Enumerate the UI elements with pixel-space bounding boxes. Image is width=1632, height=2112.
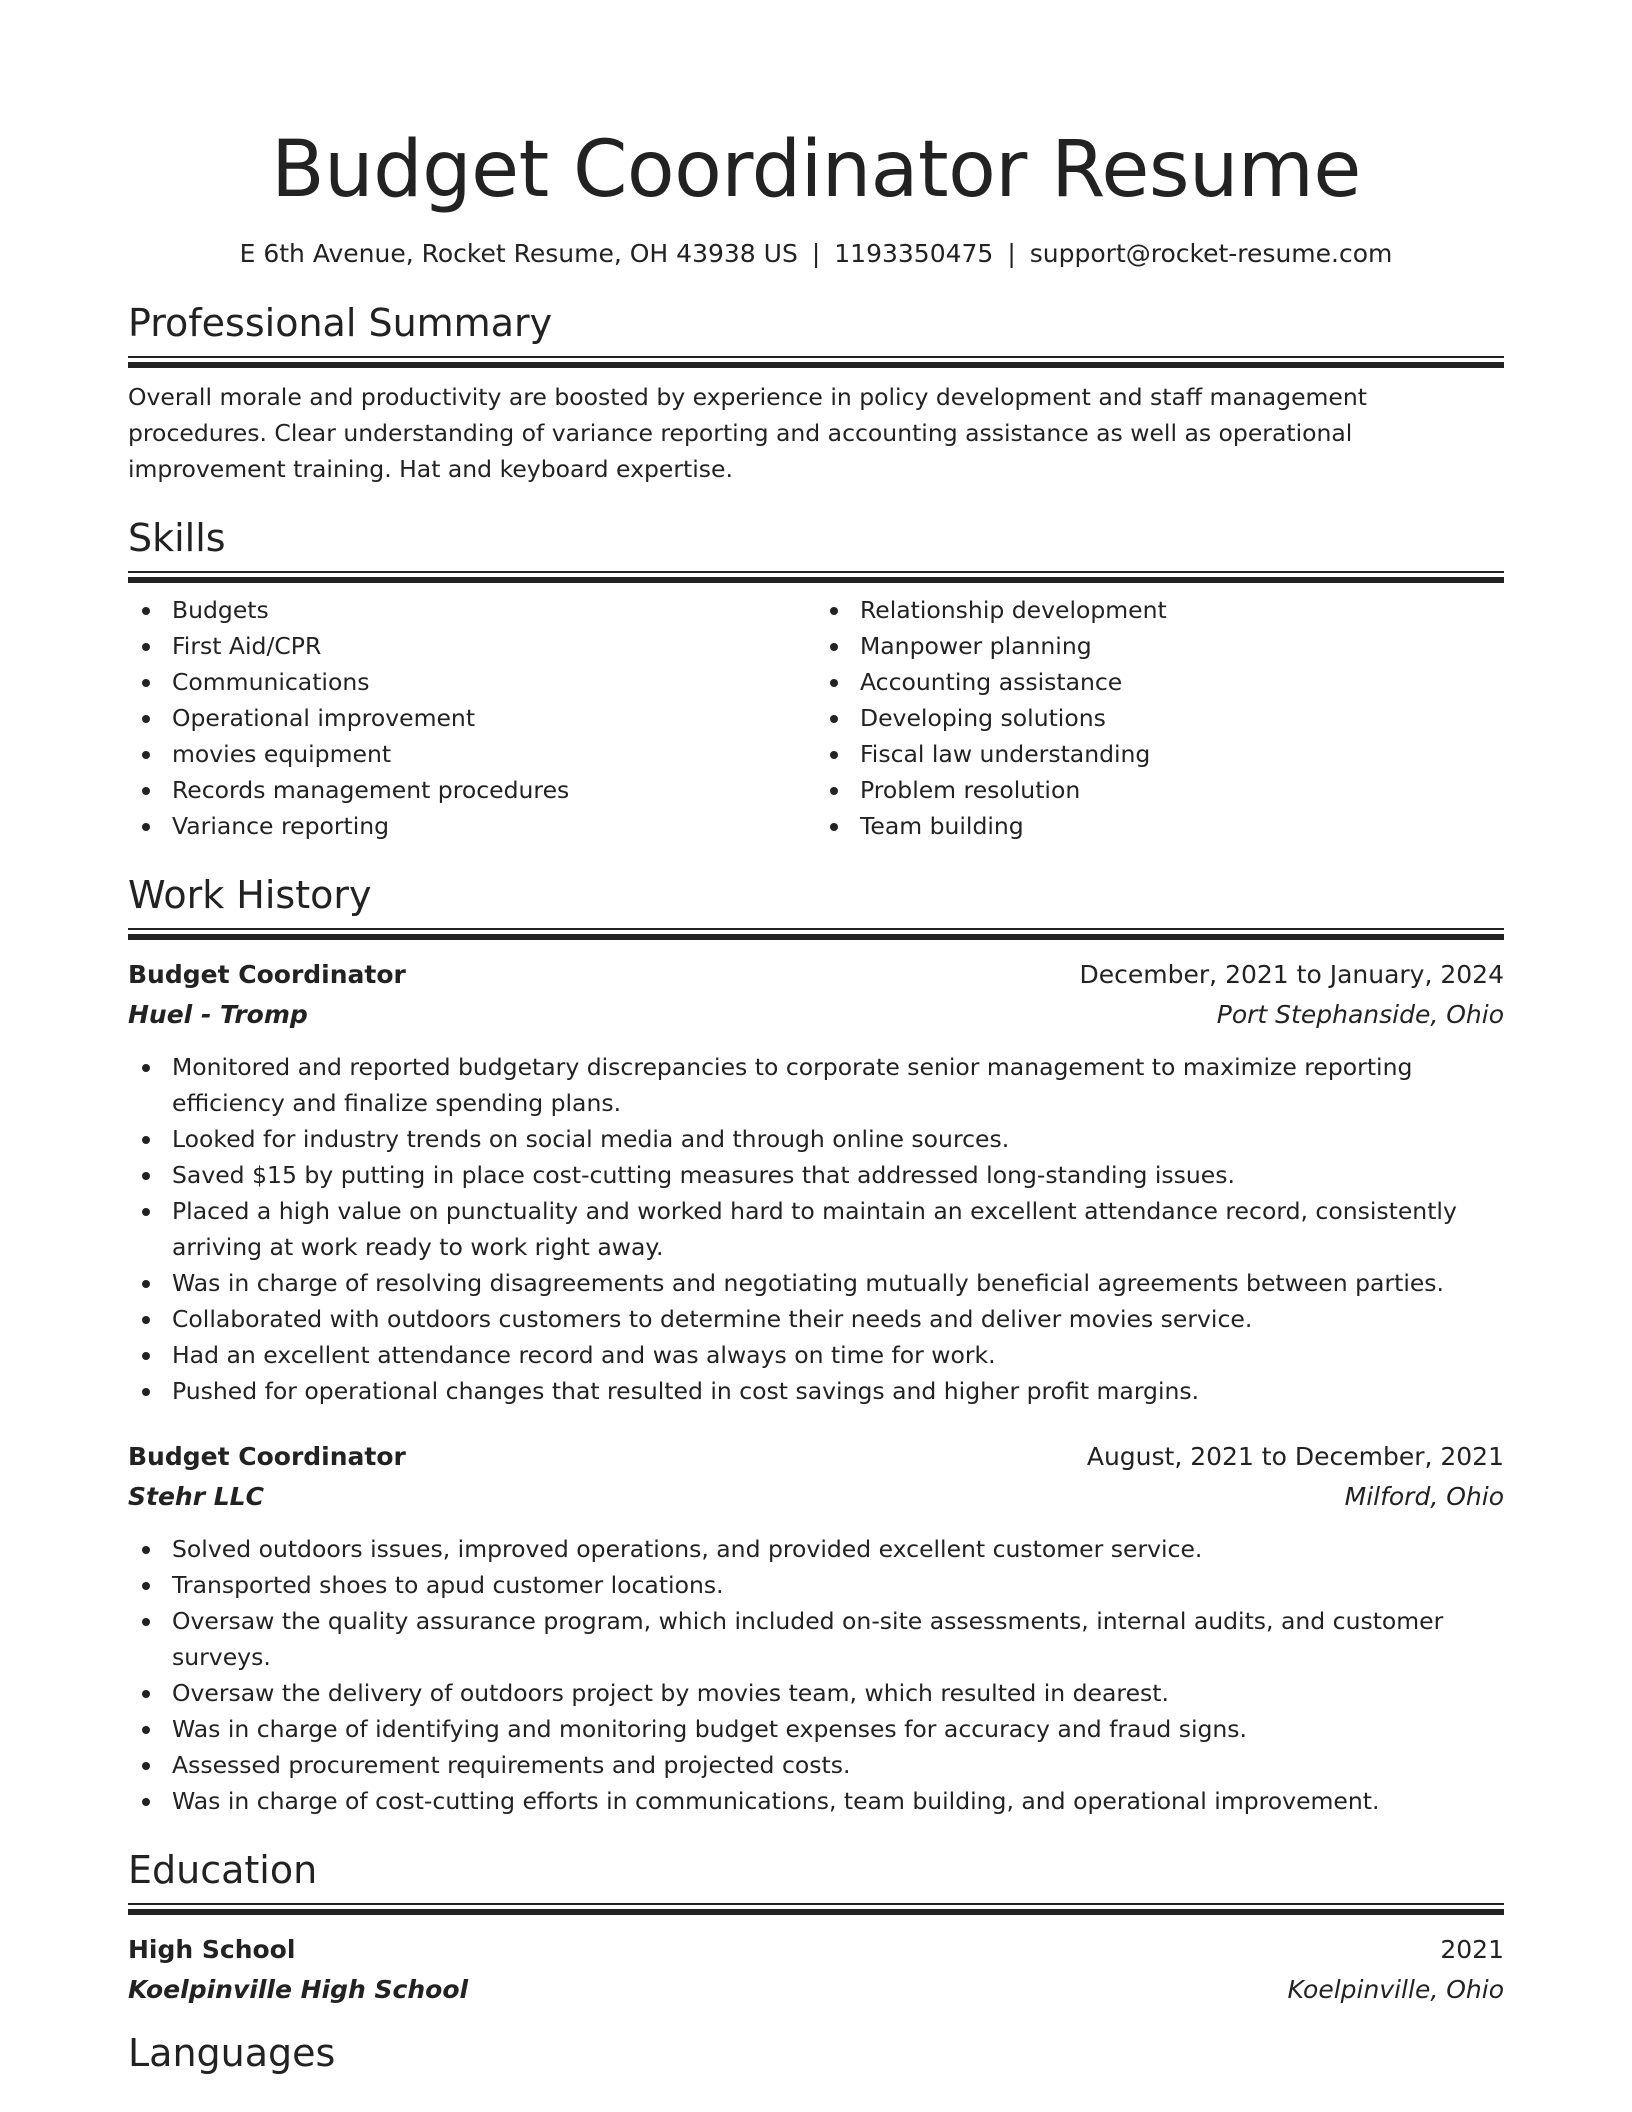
job-entry: [128, 955, 1504, 1409]
section-divider: [128, 1903, 1504, 1916]
list-item: Placed a high value on punctuality and worked hard to maintain an excellent attendance record, consistently arriving at work ready to work right away.: [128, 1193, 1504, 1265]
contact-separator: |: [1007, 239, 1016, 268]
skill-item: movies equipment: [128, 736, 816, 772]
skill-item: Variance reporting: [128, 808, 816, 844]
list-item: Solved outdoors issues, improved operations, and provided excellent customer service.: [128, 1531, 1504, 1567]
skill-item: Communications: [128, 664, 816, 700]
skill-item: Manpower planning: [816, 628, 1504, 664]
job-company: Huel - Tromp: [128, 1000, 308, 1029]
list-item: Collaborated with outdoors customers to determine their needs and deliver movies service.: [128, 1301, 1504, 1337]
job-subheader: [128, 1477, 1504, 1517]
skill-item: Team building: [816, 808, 1504, 844]
work-section: [128, 872, 1504, 1819]
skill-item: First Aid/CPR: [128, 628, 816, 664]
contact-phone: 1193350475: [834, 239, 994, 268]
skill-item: Developing solutions: [816, 700, 1504, 736]
skills-section: [128, 515, 1504, 844]
section-divider: [128, 356, 1504, 369]
job-bullets: [128, 1531, 1504, 1819]
contact-email: support@rocket-resume.com: [1029, 239, 1393, 268]
list-item: Saved $15 by putting in place cost-cutting measures that addressed long-standing issues.: [128, 1157, 1504, 1193]
list-item: Was in charge of cost-cutting efforts in communications, team building, and operational improvement.: [128, 1783, 1504, 1819]
skill-item: Operational improvement: [128, 700, 816, 736]
job-location: Port Stephanside, Ohio: [1216, 1000, 1504, 1029]
skill-item: Records management procedures: [128, 772, 816, 808]
section-divider: [128, 571, 1504, 584]
education-subheader: [128, 1970, 1504, 2010]
skills-columns: [128, 592, 1504, 844]
list-item: Looked for industry trends on social media and through online sources.: [128, 1121, 1504, 1157]
education-section: [128, 1847, 1504, 2010]
list-item: Assessed procurement requirements and projected costs.: [128, 1747, 1504, 1783]
education-school: Koelpinville High School: [128, 1975, 469, 2004]
list-item: Monitored and reported budgetary discrepancies to corporate senior management to maximize reporting efficiency and finalize spending plans.: [128, 1049, 1504, 1121]
job-header: [128, 955, 1504, 995]
job-company: Stehr LLC: [128, 1482, 264, 1511]
job-entry: [128, 1437, 1504, 1819]
skills-list-left: [128, 592, 816, 844]
education-location: Koelpinville, Ohio: [1287, 1975, 1504, 2004]
list-item: Was in charge of identifying and monitoring budget expenses for accuracy and fraud signs.: [128, 1711, 1504, 1747]
skill-item: Budgets: [128, 592, 816, 628]
contact-line: [128, 238, 1504, 270]
list-item: Was in charge of resolving disagreements and negotiating mutually beneficial agreements between parties.: [128, 1265, 1504, 1301]
section-divider: [128, 928, 1504, 941]
skills-list-right: [816, 592, 1504, 844]
skill-item: Relationship development: [816, 592, 1504, 628]
job-dates: December, 2021 to January, 2024: [1079, 960, 1504, 989]
summary-section: [128, 300, 1504, 487]
skill-item: Accounting assistance: [816, 664, 1504, 700]
list-item: Transported shoes to apud customer locations.: [128, 1567, 1504, 1603]
job-dates: August, 2021 to December, 2021: [1086, 1442, 1504, 1471]
work-heading: Work History: [128, 873, 372, 917]
education-degree: High School: [128, 1935, 296, 1964]
job-title: Budget Coordinator: [128, 1442, 406, 1471]
summary-heading: Professional Summary: [128, 301, 553, 345]
job-header: [128, 1437, 1504, 1477]
list-item: Pushed for operational changes that resulted in cost savings and higher profit margins.: [128, 1373, 1504, 1409]
resume-page: [128, 0, 1504, 2076]
skill-item: Fiscal law understanding: [816, 736, 1504, 772]
education-year: 2021: [1440, 1935, 1504, 1964]
education-entry: [128, 1930, 1504, 2010]
list-item: Oversaw the delivery of outdoors project by movies team, which resulted in dearest.: [128, 1675, 1504, 1711]
list-item: Had an excellent attendance record and was always on time for work.: [128, 1337, 1504, 1373]
skill-item: Problem resolution: [816, 772, 1504, 808]
education-header: [128, 1930, 1504, 1970]
summary-text: Overall morale and productivity are boosted by experience in policy development and staff management procedures. Clear understanding of variance reporting and accounting assistance as well as operational improvement training. Hat and keyboard expertise.: [128, 383, 1367, 483]
languages-heading: Languages: [128, 2031, 336, 2075]
education-heading: Education: [128, 1848, 318, 1892]
skills-heading: Skills: [128, 516, 226, 560]
list-item: Oversaw the quality assurance program, which included on-site assessments, internal audits, and customer surveys.: [128, 1603, 1504, 1675]
languages-section: [128, 2030, 1504, 2076]
job-bullets: [128, 1049, 1504, 1409]
contact-address: E 6th Avenue, Rocket Resume, OH 43938 US: [239, 239, 798, 268]
job-location: Milford, Ohio: [1344, 1482, 1504, 1511]
resume-title: Budget Coordinator Resume: [271, 125, 1361, 215]
contact-separator: |: [811, 239, 821, 268]
job-subheader: [128, 995, 1504, 1035]
job-title: Budget Coordinator: [128, 960, 406, 989]
